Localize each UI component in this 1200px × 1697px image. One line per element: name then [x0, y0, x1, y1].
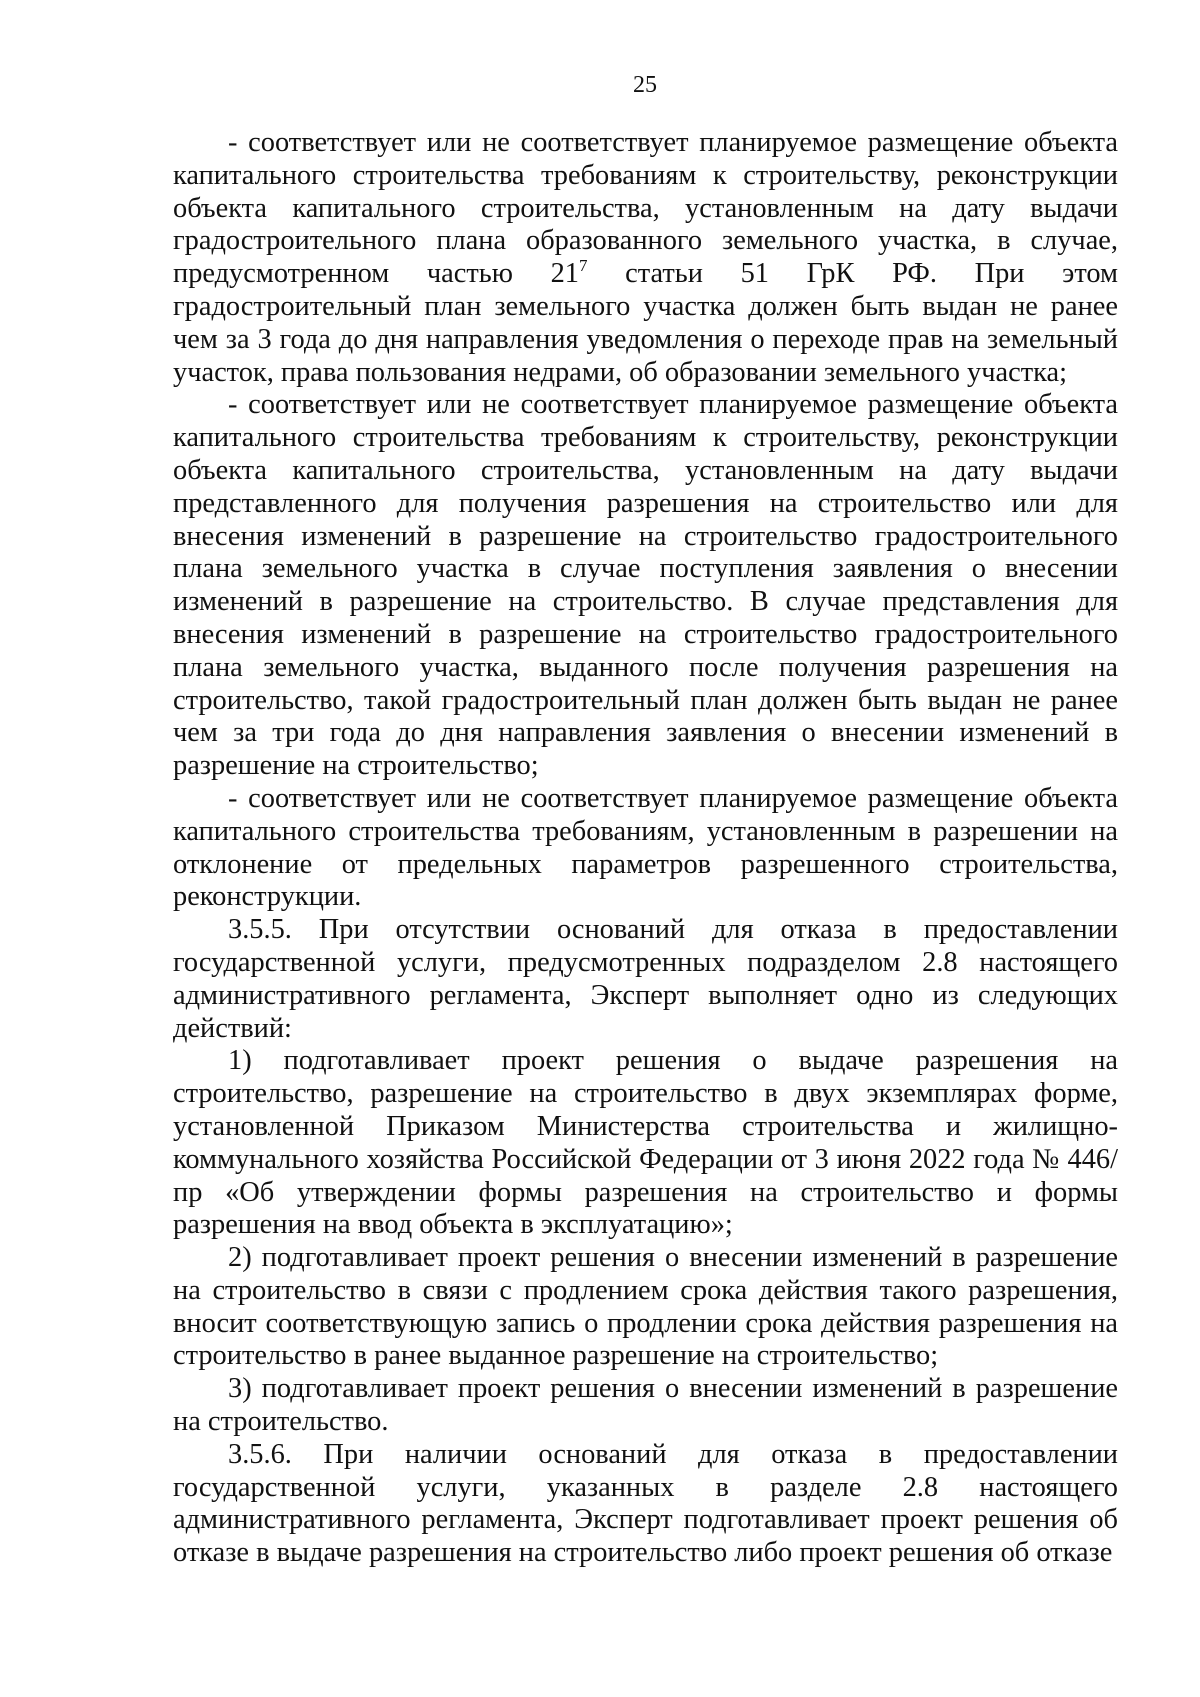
list-item-1: 1) подготавливает проект решения о выдаче разрешения на строительство, разрешение на строительство в двух экземплярах форме, установленной Приказом Министерства строительства и жилищно-коммунального хозяйства Российской Федерации от 3 июня 2022 года № 446/пр «Об утверждении формы разрешения на строительство и формы разрешения на ввод объекта в эксплуатацию»;	[173, 1045, 1118, 1241]
superscript-footnote: 7	[578, 256, 588, 276]
list-item-3: 3) подготавливает проект решения о внесении изменений в разрешение на строительство.	[173, 1373, 1118, 1438]
list-item-2: 2) подготавливает проект решения о внесении изменений в разрешение на строительство в связи с продлением срока действия такого разрешения, вносит соответствующую запись о продлении срока действия разрешения на строительство в ранее выданное разрешение на строительство;	[173, 1242, 1118, 1372]
paragraph-3: - соответствует или не соответствует планируемое размещение объекта капитального строительства требованиям, установленным в разрешении на отклонение от предельных параметров разрешенного строительства, реконструкции.	[173, 782, 1118, 913]
paragraph-3-5-6: 3.5.6. При наличии оснований для отказа в предоставлении государственной услуги, указанных в разделе 2.8 настоящего административного регламента, Эксперт подготавливает проект решения об отказе в выдаче разрешения на строительство либо проект решения об отказе	[173, 1438, 1118, 1569]
page-number: 25	[633, 72, 657, 98]
paragraph-1	[173, 127, 1118, 389]
paragraph-2: - соответствует или не соответствует планируемое размещение объекта капитального строительства требованиям к строительству, реконструкции объекта капитального строительства, установленным на дату выдачи представленного для получения разрешения на строительство или для внесения изменений в разрешение на строительство градостроительного плана земельного участка в случае поступления заявления о внесении изменений в разрешение на строительство. В случае представления для внесения изменений в разрешение на строительство градостроительного плана земельного участка, выданного после получения разрешения на строительство, такой градостроительный план должен быть выдан не ранее чем за три года до дня направления заявления о внесении изменений в разрешение на строительство;	[173, 389, 1118, 782]
paragraph-1-text-after: статьи 51 ГрК РФ. При этом градостроительный план земельного участка должен быть выдан не ранее чем за 3 года до дня направления уведомления о переходе прав на земельный участок, права пользования недрами, об образовании земельного участка;	[173, 258, 1118, 388]
paragraph-1-text: - соответствует или не соответствует планируемое размещение объекта капитального строительства требованиям к строительству, реконструкции объекта капитального строительства, установленным на дату выдачи градостроительного плана образованного земельного участка, в случае, предусмотренном частью 21	[173, 127, 1118, 290]
paragraph-3-5-5: 3.5.5. При отсутствии оснований для отказа в предоставлении государственной услуги, предусмотренных подразделом 2.8 настоящего административного регламента, Эксперт выполняет одно из следующих действий:	[173, 914, 1118, 1044]
document-body	[173, 127, 1118, 1570]
